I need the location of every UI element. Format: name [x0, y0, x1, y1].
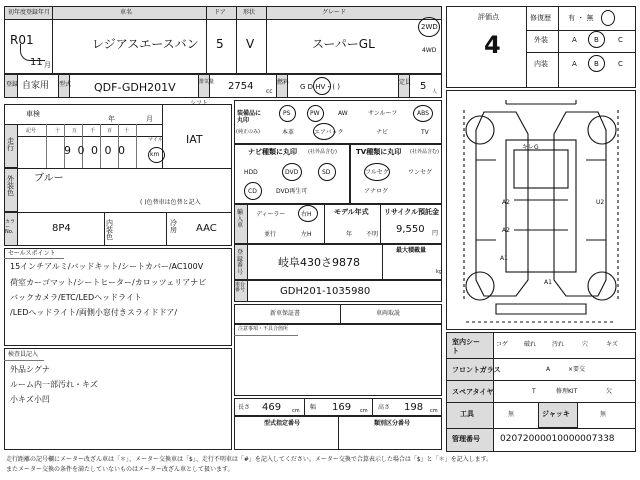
- seat-label: 室内シート: [452, 338, 480, 356]
- repair-none-circle: [601, 10, 615, 26]
- tools-label: 工具: [460, 410, 474, 418]
- exterior-b-circle: [588, 31, 605, 48]
- mark-roof: キレG: [522, 144, 539, 151]
- digit-label-1: 十: [55, 128, 61, 134]
- recycle-label: リサイクル預託金: [384, 208, 440, 216]
- digit-label-4: 百: [107, 128, 113, 134]
- model-label: 型式: [59, 81, 72, 88]
- digit-label-5: 十: [124, 128, 130, 134]
- import-label: 輸入車: [237, 209, 244, 230]
- seat-item-0: コゲ: [496, 341, 509, 348]
- jack-value: 無: [600, 411, 607, 418]
- length-value: 469: [262, 402, 282, 413]
- max-load-unit: kg: [436, 269, 443, 275]
- door-label: ドア: [214, 9, 226, 16]
- navi-hdd: HDD: [244, 169, 258, 176]
- grade-label: グレード: [322, 9, 347, 16]
- displacement-label: 排気量: [199, 79, 215, 85]
- sales-point-label: セールスポイント: [8, 250, 56, 257]
- digit-label-3: 千: [90, 128, 96, 134]
- fuel-d-circle: [313, 77, 331, 95]
- footer-line-1: 走行距離の記号欄にメーター改ざん車は「＊」、メーター交換車は「$」、走行不明車は「#」を記入してください。メーター交換で合算表示した場合は「$」と「＊」を記入します。: [6, 456, 493, 463]
- first-reg-label: 初年度登録年月: [8, 9, 51, 16]
- exterior-grade-a: A: [572, 36, 577, 44]
- inspection-month-unit: 月: [146, 115, 153, 123]
- first-reg-month-unit: 月: [44, 61, 51, 69]
- equip-pw: PW: [310, 110, 320, 117]
- equip-navi: ナビ: [376, 129, 389, 136]
- displacement-value: 2754: [228, 81, 254, 92]
- spare-label: スペアタイヤ: [452, 388, 494, 396]
- equip-tv: TV: [421, 129, 429, 136]
- color-code-label: カラーNo.: [5, 219, 16, 235]
- width-unit: cm: [360, 408, 368, 414]
- warranty-manual: 車両取説: [376, 310, 401, 317]
- chassis-value: GDH201-1035980: [280, 286, 371, 297]
- length-label: 長さ: [238, 404, 251, 411]
- shape-label: 形状: [243, 9, 256, 16]
- navi-sd: SD: [322, 169, 331, 176]
- first-reg-era: R01: [10, 33, 34, 47]
- tv-oneseg: ワンセグ: [408, 169, 433, 176]
- first-reg-month: 11: [30, 57, 43, 68]
- inspector-notes-label: 検査員記入: [8, 351, 39, 358]
- seat-item-1: 破れ: [524, 341, 537, 348]
- sales-line-2: バックカメラ/ETC/LEDヘッドライト: [10, 293, 142, 302]
- mark-rear-bumper: A1: [544, 279, 552, 286]
- equipment-sub-label: (純正のみ): [236, 129, 260, 135]
- inspection-label: 車検: [26, 110, 40, 118]
- shift-value: IAT: [186, 133, 203, 146]
- digit-label-2: 万: [72, 128, 78, 134]
- capacity-label: 定員: [399, 79, 412, 86]
- ac-label: 冷房: [170, 219, 177, 234]
- model-year-unknown: 不明: [366, 231, 379, 238]
- glass-label: フロントガラス: [452, 366, 501, 374]
- sales-line-1: 荷室カーゴマット/シートヒーター/カロッツェリアナビ: [10, 278, 207, 287]
- import-dealer: ディーラー: [256, 211, 286, 218]
- import-parallel: 並行: [264, 231, 277, 238]
- mileage-label: 走行: [7, 137, 14, 152]
- doors-value: 5: [216, 37, 224, 51]
- plate-label: 登録番号: [237, 249, 244, 276]
- capacity-value: 5: [420, 81, 427, 92]
- glass-item-a: A: [546, 366, 551, 373]
- spare-item-none: 欠: [606, 388, 613, 395]
- model-year-label: モデル年式: [334, 208, 369, 216]
- inspector-line-1: ルーム内一部汚れ・キズ: [10, 380, 98, 389]
- mark-left-rear: A2: [502, 227, 510, 234]
- navi-cd: CD: [248, 188, 257, 195]
- car-diagram: [446, 90, 636, 330]
- equip-abs: ABS: [417, 110, 429, 117]
- capacity-unit: 人: [432, 89, 438, 95]
- usage-value: 自家用: [22, 81, 50, 91]
- inspection-year-unit: 年: [108, 115, 115, 123]
- color-note: ( )色替車は色替と記入: [140, 199, 201, 206]
- equipment-label: 装備品に丸印: [237, 110, 262, 125]
- tv-analog: アナログ: [364, 188, 389, 195]
- car-name-label: 車名: [120, 9, 133, 16]
- interior-grade-b: B: [594, 60, 599, 68]
- warranty-new-car: 新車保証書: [270, 310, 301, 317]
- model-year-unit: 年: [346, 231, 353, 238]
- repair-label: 修復歴: [530, 14, 551, 22]
- tv-label: TV種類に丸印: [356, 148, 402, 156]
- import-left: 左H: [301, 231, 312, 238]
- equip-ps: PS: [283, 110, 291, 117]
- color-code-value: 8P4: [52, 223, 71, 234]
- mgmt-value: 02072000010000007338: [500, 434, 615, 444]
- first-reg-curve: [20, 44, 45, 61]
- spare-item-t: T: [532, 388, 536, 395]
- warranty-section: [234, 304, 442, 324]
- max-load-label: 最大積載量: [396, 247, 427, 254]
- mileage-km-label: km: [150, 151, 160, 158]
- recycle-value: 9,550: [396, 224, 425, 235]
- footer-line-2: またメーター交換の条件を満たしていないものはメーター改ざん車として扱います。: [6, 466, 234, 473]
- import-right: 右H: [301, 211, 312, 218]
- interior-color-label: 内装色: [106, 219, 113, 241]
- seat-item-4: キズ: [606, 341, 618, 348]
- grade-value: スーパーGL: [312, 37, 375, 51]
- drive-alt: 4WD: [422, 47, 437, 54]
- navi-label: ナビ種類に丸印: [248, 148, 297, 156]
- interior-grade-c: C: [618, 60, 623, 68]
- class-number-label: 類別区分番号: [374, 420, 411, 427]
- mark-rear-left: A1: [500, 255, 508, 262]
- height-unit: cm: [430, 408, 438, 414]
- mark-left-door: A2: [502, 199, 510, 206]
- interior-label: 内装: [534, 60, 548, 68]
- sales-line-3: /LEDヘッドライト/両側小窓付きスライドドア/: [10, 308, 178, 317]
- repair-options: 有 ・ 無: [568, 14, 594, 22]
- navi-sub: (社外品含む): [308, 149, 337, 155]
- equip-leather: 本革: [282, 129, 295, 136]
- digit-label-0: 記号: [26, 128, 37, 134]
- height-label: 高さ: [378, 404, 391, 411]
- displacement-unit: cc: [266, 88, 273, 95]
- mileage-value: 9 0 0 0 0: [64, 144, 127, 157]
- shape-value: V: [246, 37, 255, 51]
- exterior-grade-b: B: [594, 36, 599, 44]
- sales-line-0: 15インチアルミ/バッドキット/シートカバー/AC100V: [10, 262, 204, 271]
- interior-grade-a: A: [572, 60, 577, 68]
- equip-aw: AW: [338, 110, 348, 117]
- shift-label: シフト: [190, 100, 209, 107]
- navi-dvd: DVD: [285, 169, 299, 176]
- fuel-options: G D HV・( ): [300, 83, 341, 91]
- spare-item-kit: 修理KIT: [556, 388, 578, 395]
- equip-sunroof: サンルーフ: [368, 110, 398, 117]
- inspector-line-0: 外品シグナ: [10, 365, 50, 374]
- glass-item-replace: ×要交: [568, 366, 586, 373]
- equip-airbag: エアバック: [314, 129, 344, 136]
- score-value: 4: [484, 31, 501, 59]
- notes-label: 注意事項・不具合箇所: [238, 326, 289, 332]
- navi-dvd-play: DVD再生可: [276, 188, 308, 195]
- car-name: レジアスエースバン: [92, 37, 199, 51]
- seat-item-2: 汚れ: [552, 341, 565, 348]
- interior-b-circle: [588, 55, 605, 72]
- tools-value: 無: [508, 411, 515, 418]
- tv-sub: (社外品含む): [410, 149, 439, 155]
- seat-item-3: 穴: [582, 341, 589, 348]
- exterior-label: 外装: [534, 36, 548, 44]
- exterior-grade-c: C: [618, 36, 623, 44]
- color-value: ブルー: [34, 173, 64, 184]
- color-label: 外装色: [7, 175, 14, 197]
- equipment-section: [234, 100, 442, 144]
- type-number-label: 型式指定番号: [264, 420, 301, 427]
- score-label: 評価点: [478, 13, 499, 21]
- plate-value: 岐阜430さ9878: [278, 256, 360, 269]
- mileage-mile-label: マイル: [148, 137, 163, 143]
- tv-fullseg: フルセグ: [365, 169, 389, 176]
- length-unit: cm: [292, 408, 300, 414]
- fuel-label: 燃料: [277, 79, 290, 86]
- height-value: 198: [404, 402, 424, 413]
- usage-label: 登録: [6, 81, 19, 88]
- width-label: 幅: [310, 404, 317, 411]
- width-value: 169: [332, 402, 352, 413]
- ac-value: AAC: [196, 223, 217, 234]
- inspector-line-2: 小キズ小凹: [10, 395, 50, 404]
- mgmt-label: 管理番号: [452, 435, 480, 443]
- chassis-label: 車台番号: [235, 282, 246, 293]
- drive-value: 2WD: [421, 23, 438, 31]
- mark-right-rear: U2: [596, 199, 605, 206]
- model-value: QDF-GDH201V: [94, 81, 176, 94]
- jack-label: ジャッキ: [542, 410, 570, 418]
- recycle-unit: 円: [432, 230, 439, 237]
